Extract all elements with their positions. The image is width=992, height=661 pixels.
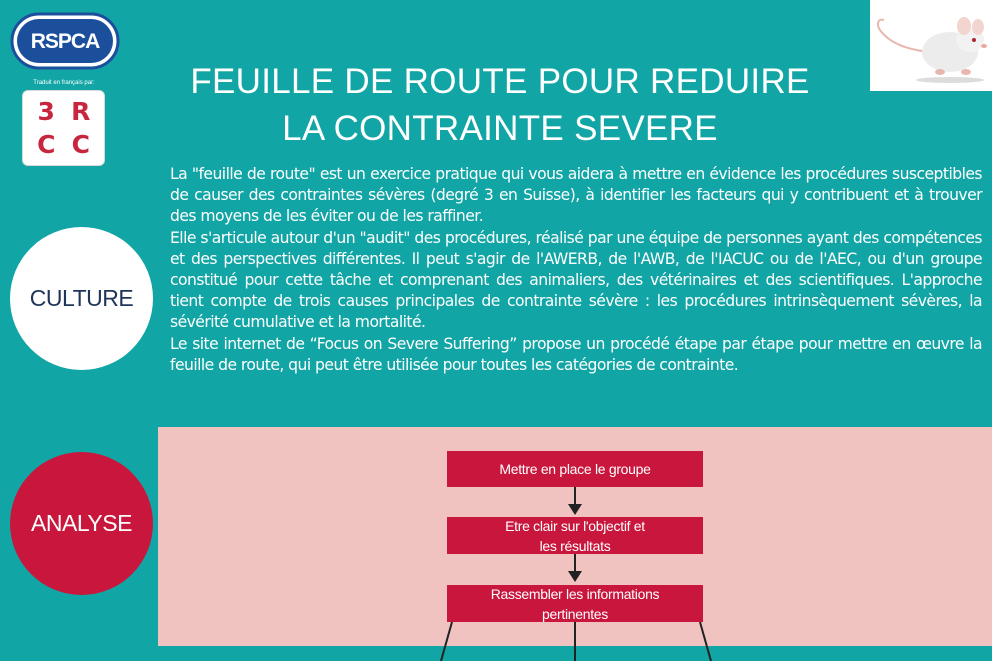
culture-label: CULTURE	[29, 285, 134, 311]
analyse-circle	[10, 452, 153, 595]
step-3-line-2: pertinentes	[542, 605, 608, 622]
intro-paragraph-3: Le site internet de “Focus on Severe Suffering” propose un procédé étape par étape pour mettre en œuvre la feuille de route, qui peut être utilisée pour toutes les catégories de contrainte.	[170, 334, 982, 374]
page-title	[160, 58, 840, 152]
rspca-logo	[10, 12, 120, 70]
analyse-label: ANALYSE	[31, 510, 132, 536]
intro-paragraph-2: Elle s'articule autour d'un "audit" des procédures, réalisé par une équipe de personnes ayant des compétences et des perspectives différentes. Il peut s'agir de l'AWERB, de l'AWB, de l'IACUC ou de l'AEC, ou d'un groupe constitué pour cette tâche et comprenant des animaliers, des vétérinaires et des scientifiques. L'approche tient compte de trois causes principales de contrainte sévère : les procédures intrinsèquement sévères, la sévérité cumulative et la mortalité.	[170, 228, 982, 332]
step-setup-group	[447, 451, 703, 487]
step-define-objective	[447, 517, 703, 554]
step-3-line-1: Rassembler les informations	[490, 585, 660, 602]
rcc-letter-1: 3	[37, 97, 55, 126]
step-2-line-2: les résultats	[539, 537, 611, 554]
mouse-photo	[870, 0, 992, 91]
step-1-label: Mettre en place le groupe	[499, 461, 651, 477]
rspca-logo-text: RSPCA	[30, 30, 100, 53]
culture-circle	[10, 227, 153, 370]
rcc-letter-3: C	[37, 130, 56, 159]
3rcc-logo	[22, 90, 105, 166]
rcc-letter-2: R	[71, 97, 91, 126]
intro-text	[170, 164, 982, 376]
rcc-letter-4: C	[71, 130, 90, 159]
translation-note: Traduit en français par:	[33, 80, 95, 86]
title-line-2: LA CONTRAINTE SEVERE	[282, 109, 718, 148]
title-line-1: FEUILLE DE ROUTE POUR REDUIRE	[190, 62, 810, 101]
intro-paragraph-1: La "feuille de route" est un exercice pratique qui vous aidera à mettre en évidence les procédures susceptibles de causer des contraintes sévères (degré 3 en Suisse), à identifier les facteurs qui y contribuent et à trouver des moyens de les éviter ou de les raffiner.	[170, 165, 982, 226]
step-2-line-1: Etre clair sur l'objectif et	[505, 517, 645, 534]
step-gather-information	[447, 585, 703, 622]
